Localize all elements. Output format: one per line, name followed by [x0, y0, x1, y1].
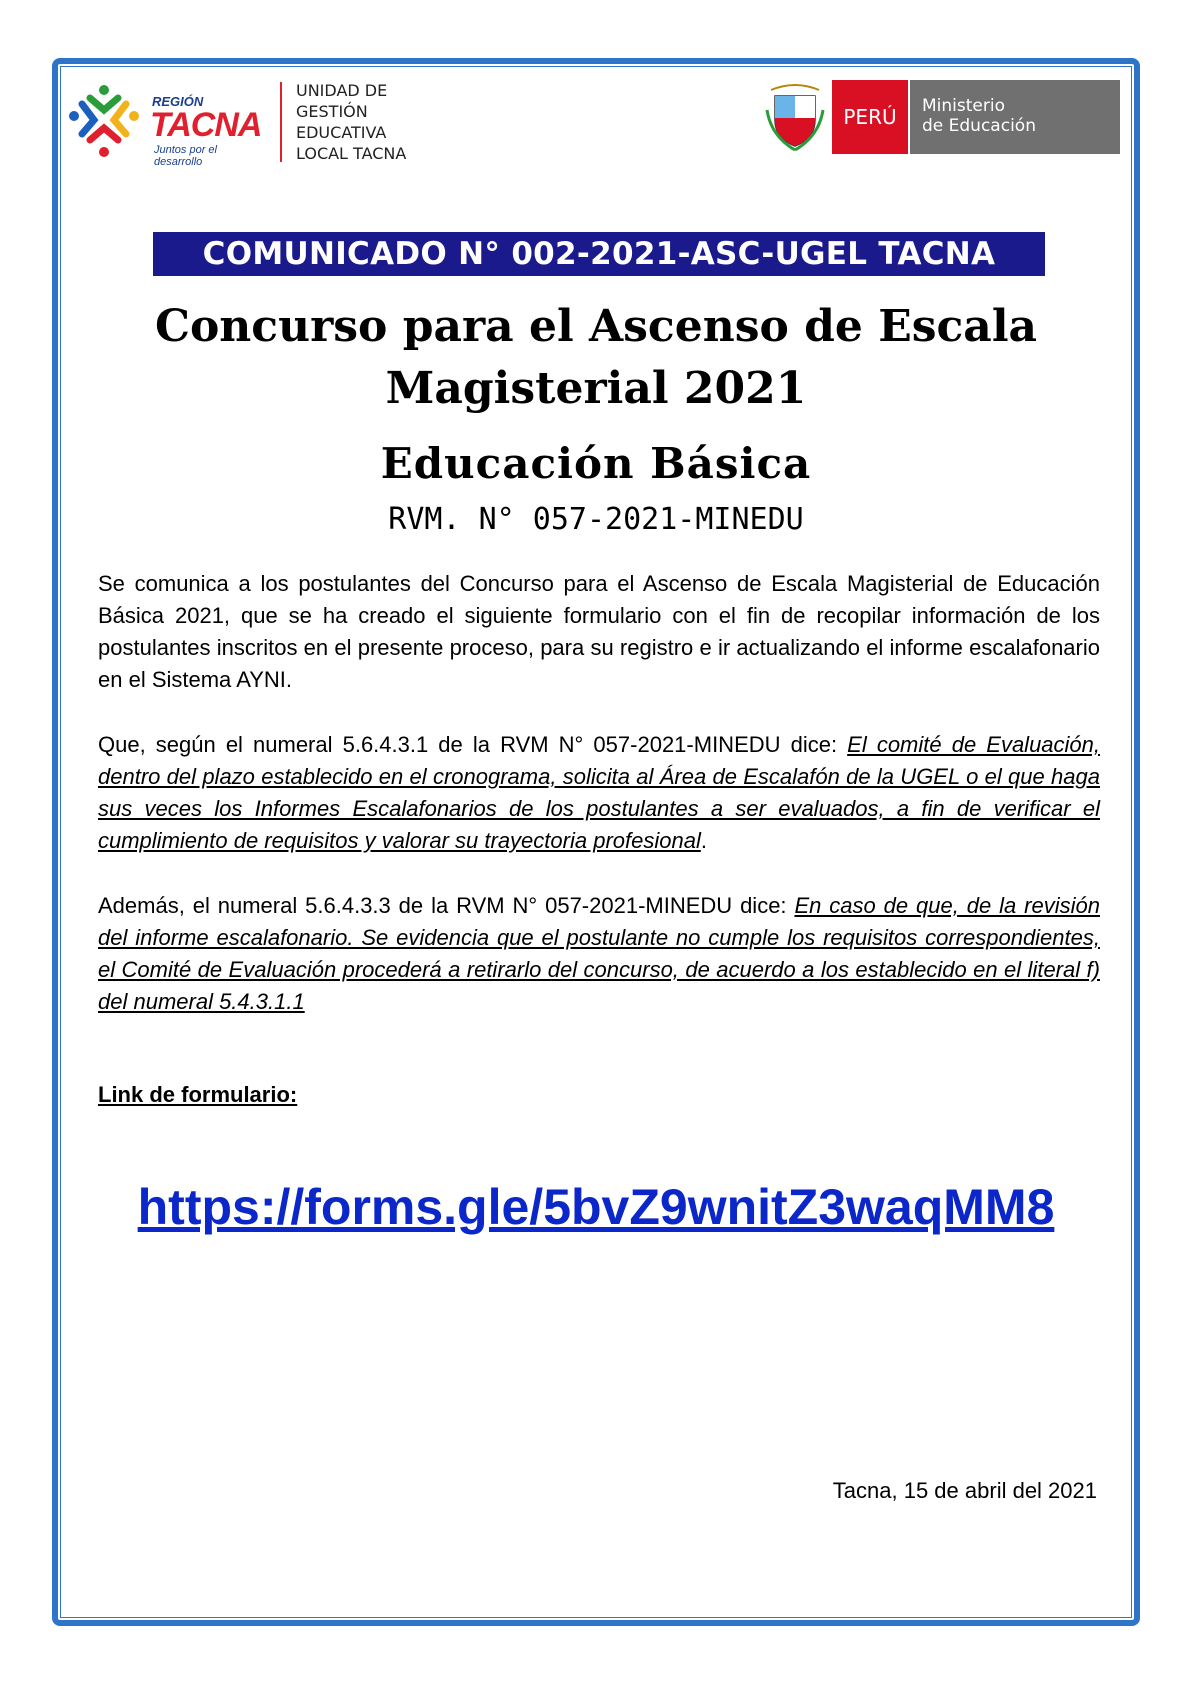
ministry-line-1: Ministerio: [922, 96, 1005, 116]
paragraph-2-intro: Que, según el numeral 5.6.4.3.1 de la RVM N° 057-2021-MINEDU dice:: [98, 732, 848, 757]
peru-badge: PERÚ: [832, 80, 908, 154]
ministry-badge: [910, 80, 1120, 154]
ugel-line-4: LOCAL TACNA: [296, 144, 407, 163]
form-link-label: Link de formulario:: [98, 1082, 298, 1107]
paragraph-2-quote: El comité de Evaluación, dentro del plazo establecido en el cronograma, solicita al Área de Escalafón de la UGEL o el que haga sus veces los Informes Escalafonarios de los postulantes a ser evaluados, a fin de verificar el cumplimiento de requisitos y valorar su trayectoria profesional: [98, 732, 1101, 853]
comunicado-banner: COMUNICADO N° 002-2021-ASC-UGEL TACNA: [153, 232, 1045, 276]
ugel-label: [296, 80, 436, 164]
paragraph-2-end: .: [700, 828, 707, 853]
document-subtitle: Educación Básica: [380, 439, 812, 488]
paragraph-1: Se comunica a los postulantes del Concurso para el Ascenso de Escala Magisterial de Educación Básica 2021, que se ha creado el siguiente formulario con el fin de recopilar información de los postulantes inscritos en el presente proceso, para su registro e ir actualizando el informe escalafonario en el Sistema AYNI.: [98, 571, 1100, 692]
paragraph-3-intro: Además, el numeral 5.6.4.3.3 de la RVM N° 057-2021-MINEDU dice:: [98, 893, 795, 918]
rvm-reference: RVM. N° 057-2021-MINEDU: [388, 502, 804, 537]
paragraph-2: [98, 729, 1100, 857]
ugel-line-1: UNIDAD DE: [296, 81, 388, 100]
form-link[interactable]: https://forms.gle/5bvZ9wnitZ3waqMM8: [137, 1179, 1055, 1235]
ugel-line-2: GESTIÓN: [296, 102, 368, 121]
document-date: Tacna, 15 de abril del 2021: [832, 1478, 1097, 1503]
document-title: Concurso para el Ascenso de Escala Magisterial 2021: [154, 301, 1038, 414]
region-figures-icon: [66, 80, 146, 166]
ugel-line-3: EDUCATIVA: [296, 123, 387, 142]
region-name: TACNA: [150, 106, 262, 144]
ministry-line-2: de Educación: [922, 116, 1036, 136]
paragraph-3-quote: En caso de que, de la revisión del informe escalafonario. Se evidencia que el postulante no cumple los requisitos correspondientes, el Comité de Evaluación procederá a retirarlo del concurso, de acuerdo a los establecido en el literal f) del numeral 5.4.3.1.1: [98, 893, 1100, 1014]
coat-of-arms-icon: [765, 80, 825, 152]
region-tacna-logo: [66, 80, 266, 166]
region-tagline: Juntos por el desarrollo: [154, 144, 217, 168]
paragraph-3: [98, 890, 1100, 1018]
logo-divider: [280, 82, 282, 162]
region-small-label: REGIÓN: [152, 94, 204, 109]
